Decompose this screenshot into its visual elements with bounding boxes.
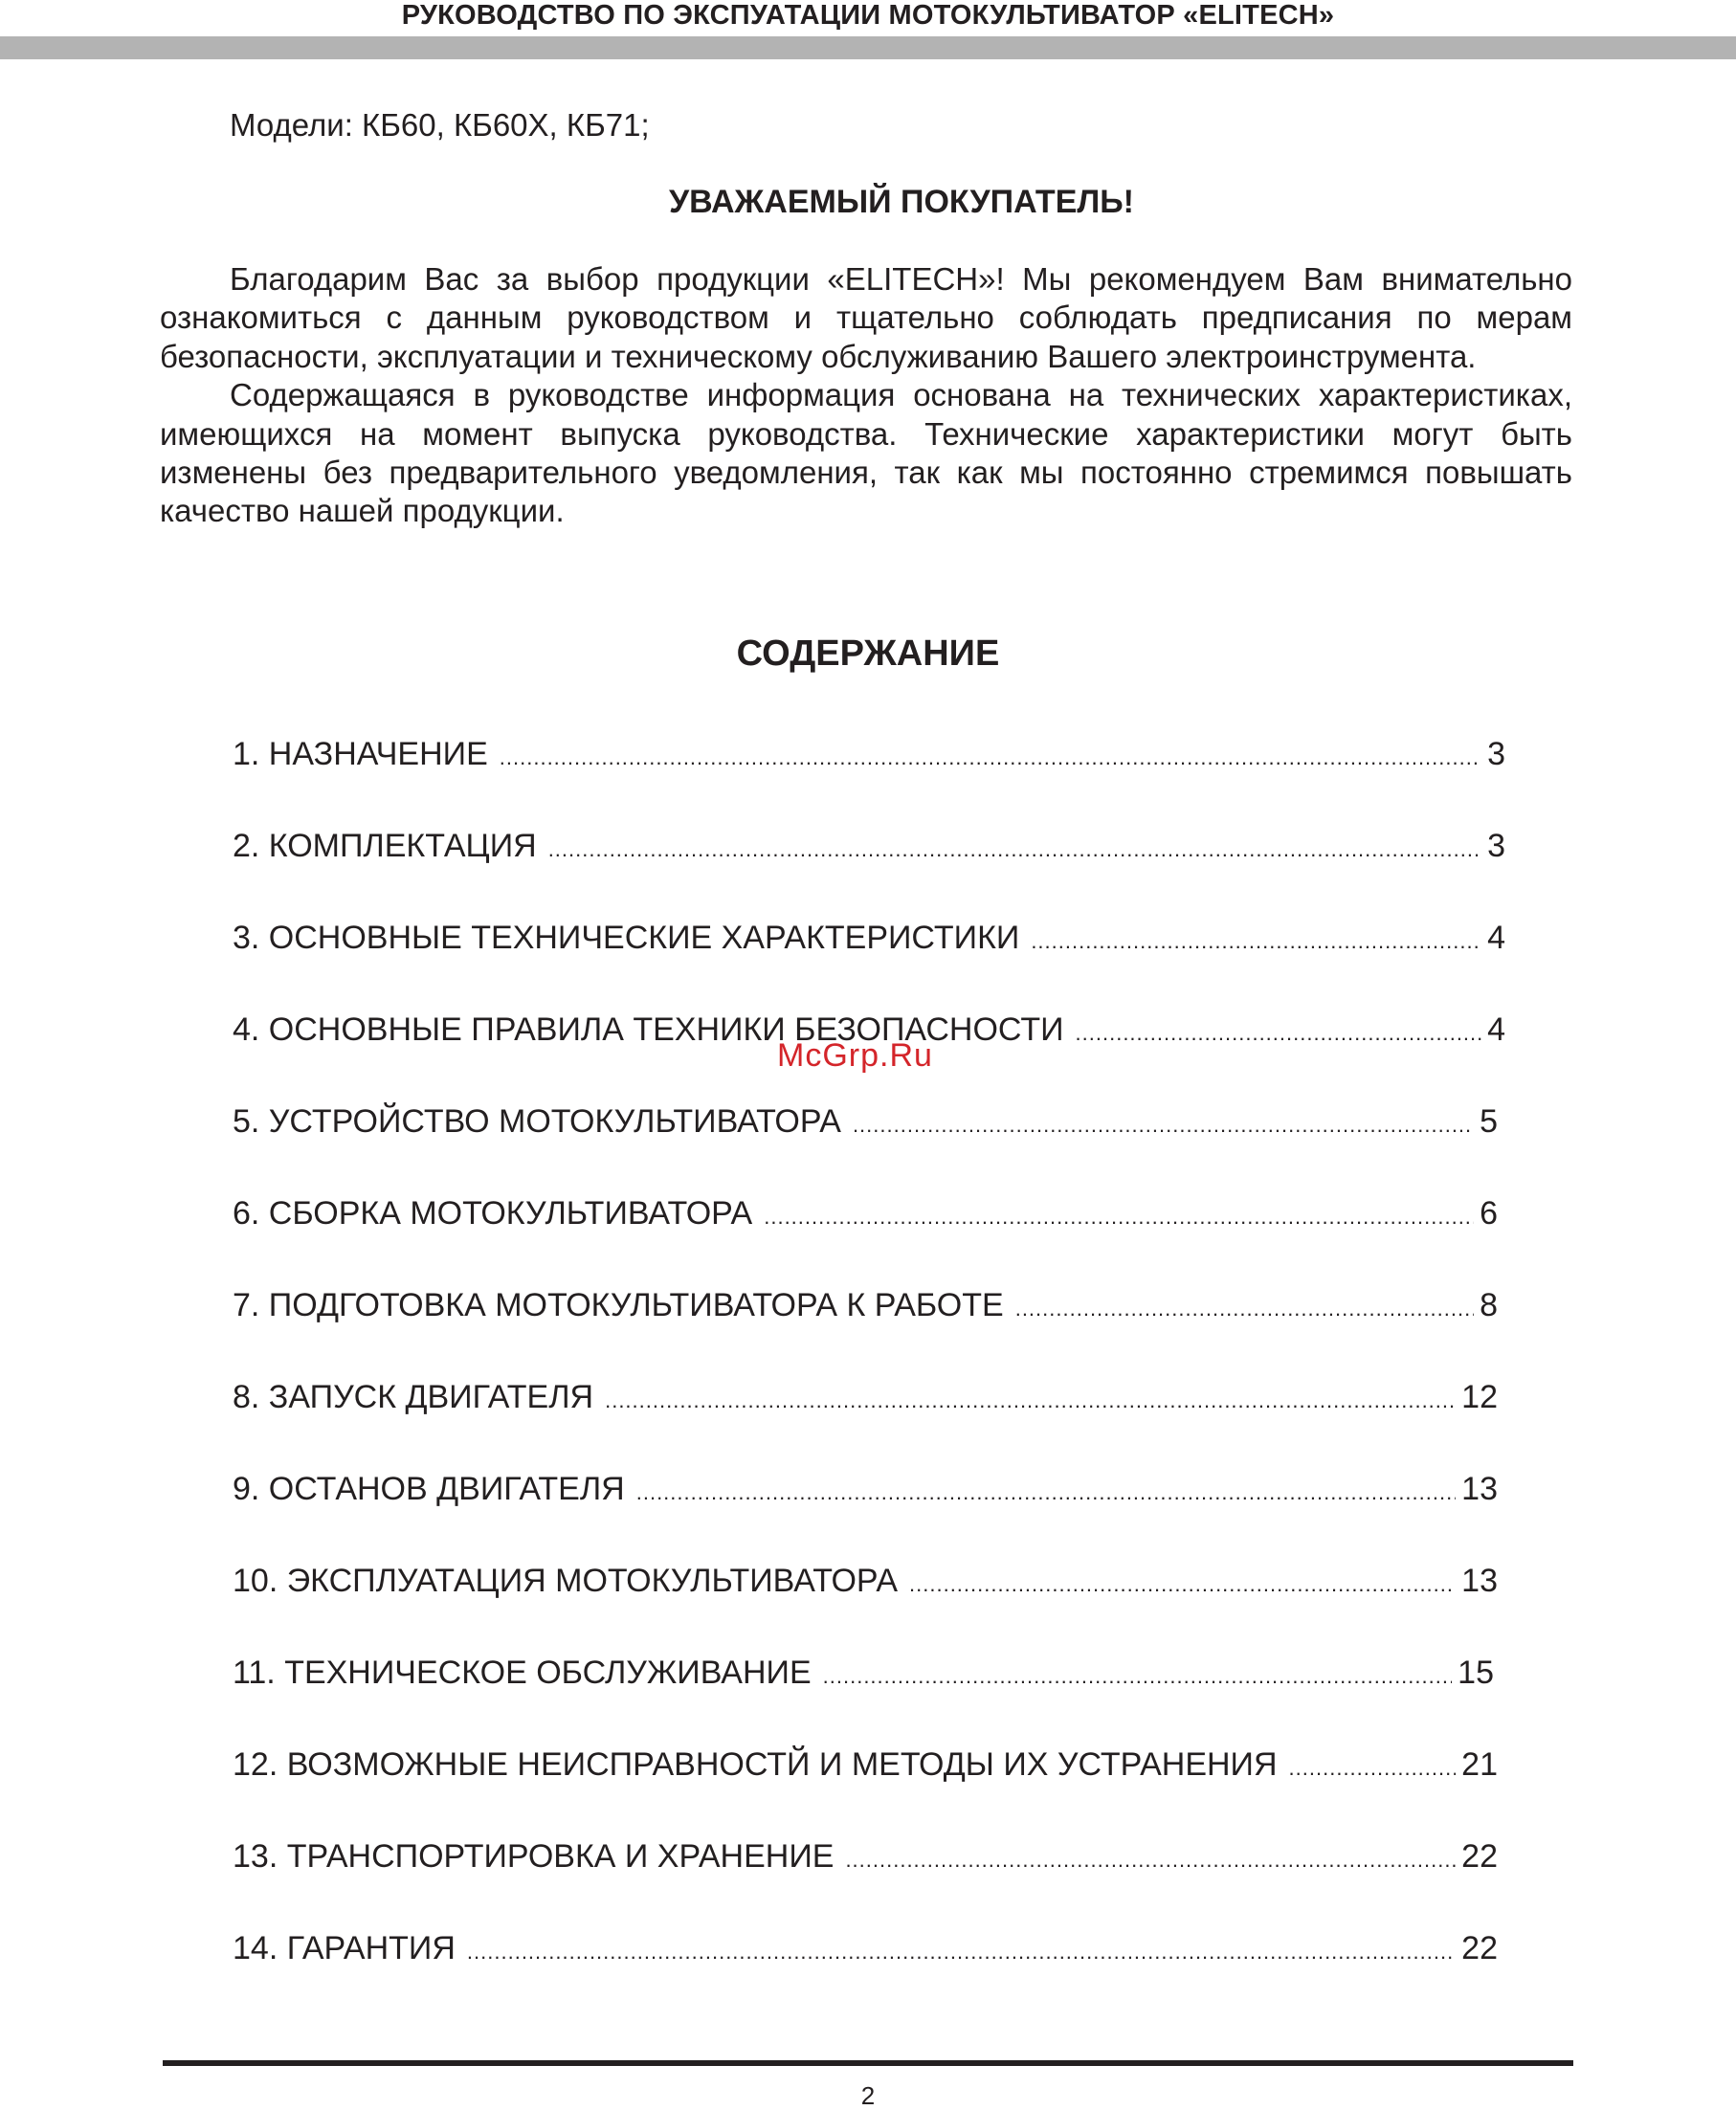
toc-item-page: 3	[1487, 736, 1505, 772]
models-line: Модели: КБ60, КБ60Х, КБ71;	[230, 107, 650, 143]
toc-item-page: 3	[1487, 828, 1505, 864]
toc-item-label: 7. ПОДГОТОВКА МОТОКУЛЬТИВАТОРА К РАБОТЕ	[233, 1287, 1004, 1323]
toc-item[interactable]	[233, 1560, 1498, 1602]
toc-leader-dots	[605, 1380, 1456, 1418]
toc-item-label: 2. КОМПЛЕКТАЦИЯ	[233, 828, 537, 864]
footer-divider	[163, 2060, 1573, 2066]
toc-item-label: 5. УСТРОЙСТВО МОТОКУЛЬТИВАТОРА	[233, 1103, 841, 1140]
toc-leader-dots	[853, 1104, 1474, 1143]
toc-item-label: 14. ГАРАНТИЯ	[233, 1930, 456, 1966]
toc-item[interactable]	[233, 1468, 1498, 1510]
toc-item-page: 21	[1461, 1746, 1498, 1783]
toc-item-label: 10. ЭКСПЛУАТАЦИЯ МОТОКУЛЬТИВАТОРА	[233, 1563, 899, 1599]
toc-item-page: 5	[1480, 1103, 1498, 1140]
toc-item-label: 12. ВОЗМОЖНЫЕ НЕИСПРАВНОСТЙ И МЕТОДЫ ИХ УСТРАНЕНИЯ	[233, 1746, 1278, 1783]
toc-item-label: 11. ТЕХНИЧЕСКОЕ ОБСЛУЖИВАНИЕ	[233, 1655, 812, 1691]
toc-item[interactable]	[233, 1192, 1498, 1234]
header-bar	[0, 36, 1736, 59]
toc-item[interactable]	[233, 1927, 1498, 1969]
toc-leader-dots	[636, 1472, 1456, 1510]
toc-item-page: 12	[1461, 1379, 1498, 1415]
toc-leader-dots	[1031, 921, 1481, 959]
toc-leader-dots	[823, 1655, 1453, 1694]
toc-item-label: 13. ТРАНСПОРТИРОВКА И ХРАНЕНИЕ	[233, 1838, 835, 1875]
toc-item-label: 4. ОСНОВНЫЕ ПРАВИЛА ТЕХНИКИ БЕЗОПАСНОСТИ	[233, 1011, 1064, 1048]
toc-item-page: 22	[1461, 1838, 1498, 1875]
toc-item-page: 13	[1461, 1471, 1498, 1507]
toc-item-page: 8	[1480, 1287, 1498, 1323]
toc-item[interactable]	[233, 1652, 1494, 1694]
toc-leader-dots	[467, 1931, 1456, 1969]
toc-leader-dots	[548, 829, 1481, 867]
toc-item-label: 9. ОСТАНОВ ДВИГАТЕЛЯ	[233, 1471, 625, 1507]
toc-leader-dots	[500, 737, 1481, 775]
toc-item-label: 3. ОСНОВНЫЕ ТЕХНИЧЕСКИЕ ХАРАКТЕРИСТИКИ	[233, 920, 1020, 956]
toc-item[interactable]	[233, 1835, 1498, 1877]
toc-item-label: 8. ЗАПУСК ДВИГАТЕЛЯ	[233, 1379, 594, 1415]
toc-item[interactable]	[233, 1376, 1498, 1418]
toc-item-label: 1. НАЗНАЧЕНИЕ	[233, 736, 488, 772]
toc-item-page: 4	[1487, 1011, 1505, 1048]
toc-item[interactable]	[233, 917, 1505, 959]
toc-item[interactable]	[233, 825, 1505, 867]
toc-leader-dots	[909, 1564, 1456, 1602]
toc-item[interactable]	[233, 733, 1505, 775]
toc-title: СОДЕРЖАНИЕ	[736, 633, 1000, 674]
watermark: McGrp.Ru	[777, 1037, 933, 1074]
toc-item-label: 6. СБОРКА МОТОКУЛЬТИВАТОРА	[233, 1195, 753, 1232]
toc-leader-dots	[764, 1196, 1474, 1234]
toc-item-page: 4	[1487, 920, 1505, 956]
intro-paragraph-1: Благодарим Вас за выбор продукции «ELITECH»! Мы рекомендуем Вам внимательно ознакомиться с данным руководством и тщательно соблюдать предписания по мерам безопасности, эксплуатации и техническому обслуживанию Вашего электроинструмента.	[160, 261, 1572, 374]
page-header-title: РУКОВОДСТВО ПО ЭКСПУАТАЦИИ МОТОКУЛЬТИВАТОР «ELITECH»	[401, 0, 1335, 31]
toc-leader-dots	[845, 1839, 1456, 1877]
intro-paragraph-2: Содержащаяся в руководстве информация основана на технических характеристиках, имеющихся на момент выпуска руководства. Технические характеристики могут быть изменены без предварительного уведомления, так как мы постоянно стремимся повышать качество нашей продукции.	[160, 377, 1572, 529]
toc-item[interactable]	[233, 1744, 1498, 1786]
toc-item[interactable]	[233, 1284, 1498, 1326]
toc-leader-dots	[1015, 1288, 1474, 1326]
toc-leader-dots	[1289, 1747, 1457, 1786]
greeting-heading: УВАЖАЕМЫЙ ПОКУПАТЕЛЬ!	[668, 184, 1134, 220]
toc-item-page: 22	[1461, 1930, 1498, 1966]
toc-item[interactable]	[233, 1100, 1498, 1143]
toc-item-page: 6	[1480, 1195, 1498, 1232]
page-number: 2	[860, 2081, 876, 2110]
intro-text	[160, 260, 1572, 531]
toc-item-page: 13	[1461, 1563, 1498, 1599]
toc-item-page: 15	[1458, 1655, 1494, 1691]
toc-leader-dots	[1076, 1012, 1482, 1051]
